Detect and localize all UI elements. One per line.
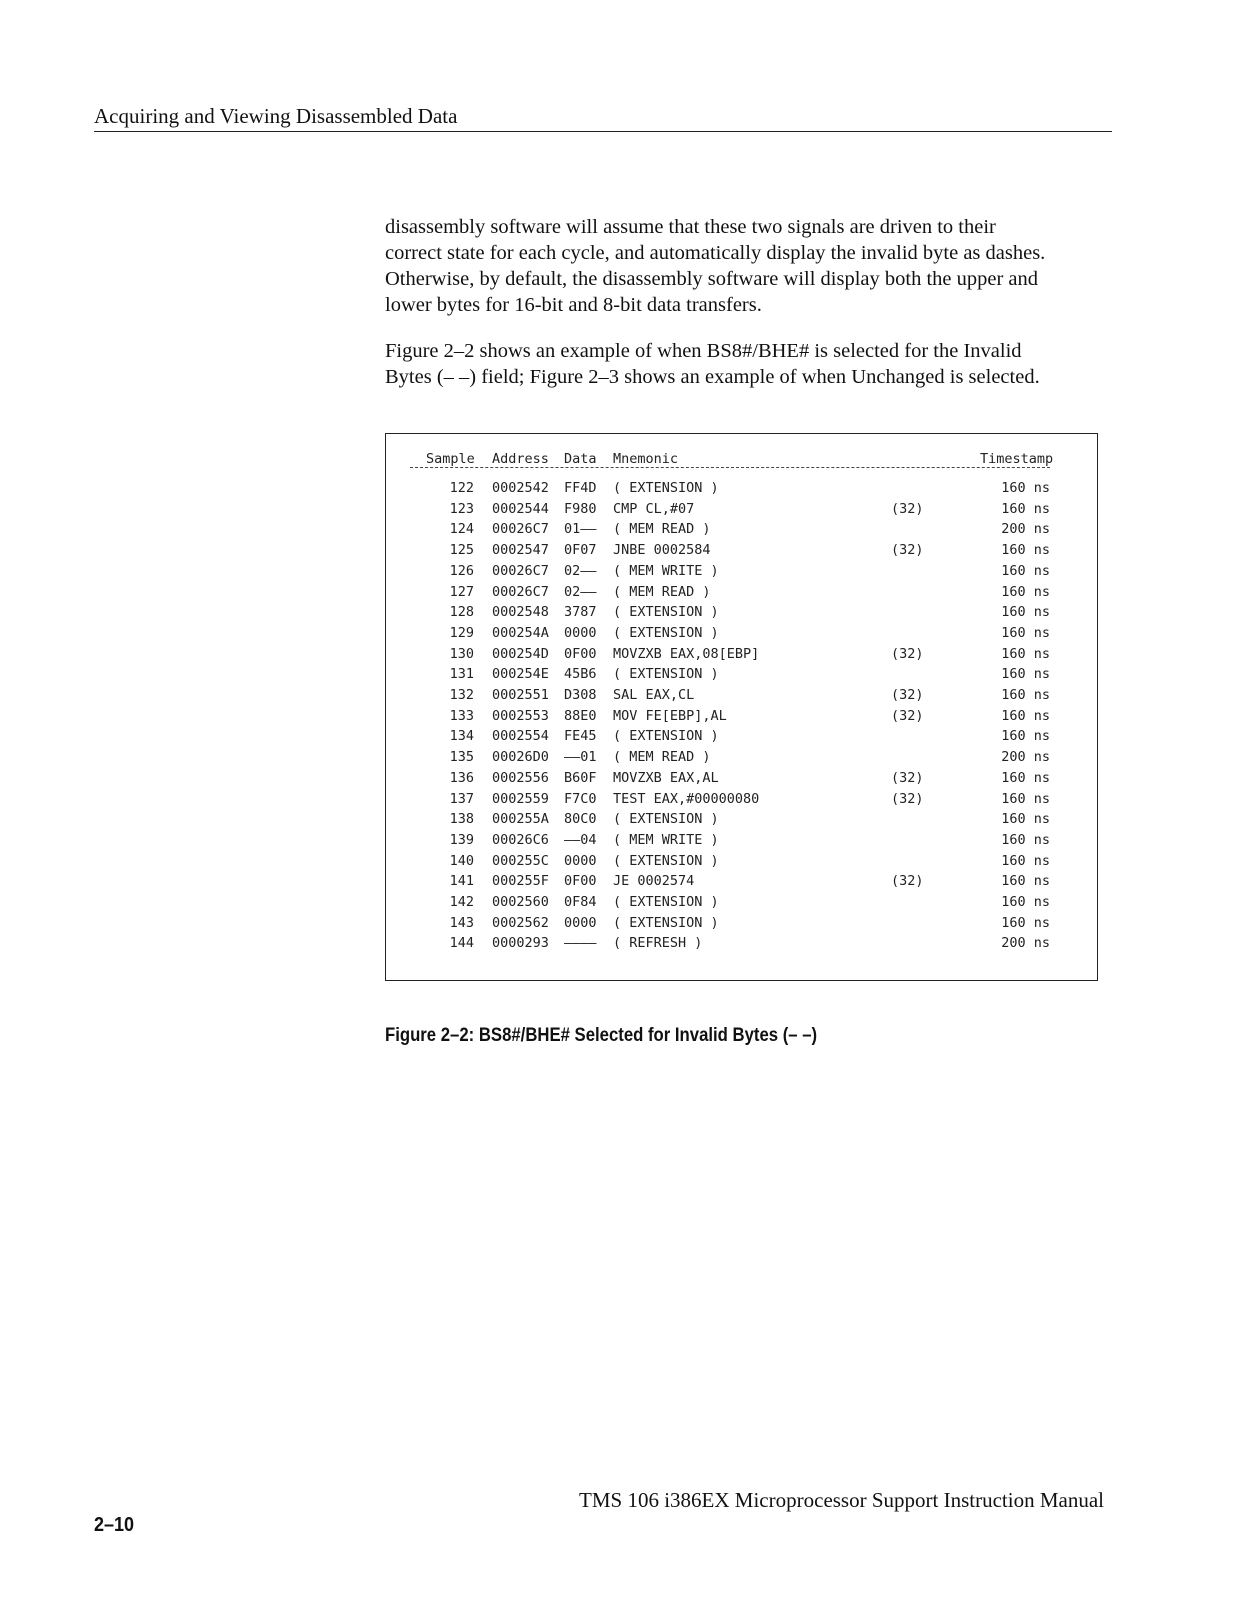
data-cell: B60F [564, 769, 597, 786]
mnemonic-cell: JNBE 0002584 [613, 542, 711, 559]
table-row [386, 915, 1099, 936]
table-row [386, 811, 1099, 832]
running-header: Acquiring and Viewing Disassembled Data [94, 104, 458, 128]
column-header-data: Data [564, 451, 597, 467]
mnemonic-cell: TEST EAX,#00000080 [613, 790, 760, 807]
column-header-timestamp: Timestamp [980, 451, 1054, 467]
timestamp-cell: 160 ns [1001, 645, 1050, 662]
paragraph-line: disassembly software will assume that these two signals are driven to their [385, 216, 996, 238]
mnemonic-cell: MOVZXB EAX,AL [613, 769, 719, 786]
footer-manual-title: TMS 106 i386EX Microprocessor Support Instruction Manual [579, 1488, 1104, 1512]
operand-size-cell: (32) [891, 542, 924, 559]
paragraph-line: Bytes (– –) field; Figure 2–3 shows an example of when Unchanged is selected. [385, 366, 1040, 388]
address-cell: 000254D [492, 645, 549, 662]
address-cell: 000255F [492, 873, 549, 890]
page-number: 2–10 [94, 1514, 135, 1536]
timestamp-cell: 160 ns [1001, 604, 1050, 621]
timestamp-cell: 160 ns [1001, 542, 1050, 559]
data-cell: 0F07 [564, 542, 597, 559]
mnemonic-cell: ( MEM WRITE ) [613, 562, 719, 579]
data-cell: 0000 [564, 852, 597, 869]
column-header-mnemonic: Mnemonic [613, 451, 679, 467]
data-cell: 02–– [564, 583, 597, 600]
paragraph-line: Figure 2–2 shows an example of when BS8#/BHE# is selected for the Invalid [385, 340, 1022, 362]
timestamp-cell: 160 ns [1001, 707, 1050, 724]
operand-size-cell: (32) [891, 769, 924, 786]
data-cell: 3787 [564, 604, 597, 621]
timestamp-cell: 160 ns [1001, 811, 1050, 828]
data-cell: ––01 [564, 749, 597, 766]
sample-cell: 129 [449, 624, 474, 641]
address-cell: 0002554 [492, 728, 549, 745]
data-cell: 0F00 [564, 645, 597, 662]
address-cell: 0002559 [492, 790, 549, 807]
address-cell: 000255A [492, 811, 549, 828]
sample-cell: 123 [449, 500, 474, 517]
sample-cell: 138 [449, 811, 474, 828]
data-cell: ––04 [564, 831, 597, 848]
table-row [386, 853, 1099, 874]
data-cell: 0000 [564, 914, 597, 931]
table-row [386, 873, 1099, 894]
address-cell: 000255C [492, 852, 549, 869]
sample-cell: 135 [449, 749, 474, 766]
table-row [386, 604, 1099, 625]
table-row [386, 894, 1099, 915]
paragraph-1 [385, 214, 1105, 318]
address-cell: 00026D0 [492, 749, 549, 766]
mnemonic-cell: ( EXTENSION ) [613, 604, 719, 621]
mnemonic-cell: MOVZXB EAX,08[EBP] [613, 645, 760, 662]
operand-size-cell: (32) [891, 873, 924, 890]
address-cell: 0002548 [492, 604, 549, 621]
timestamp-cell: 160 ns [1001, 687, 1050, 703]
mnemonic-cell: ( EXTENSION ) [613, 480, 719, 496]
sample-cell: 134 [449, 728, 474, 745]
address-cell: 0002547 [492, 542, 549, 559]
timestamp-cell: 160 ns [1001, 790, 1050, 807]
table-row [386, 625, 1099, 646]
data-cell: 02–– [564, 562, 597, 579]
timestamp-cell: 160 ns [1001, 624, 1050, 641]
sample-cell: 137 [449, 790, 474, 807]
timestamp-cell: 160 ns [1001, 562, 1050, 579]
mnemonic-cell: ( EXTENSION ) [613, 728, 719, 745]
timestamp-cell: 160 ns [1001, 728, 1050, 745]
data-cell: –––– [564, 935, 597, 952]
timestamp-cell: 160 ns [1001, 500, 1050, 517]
address-cell: 0002560 [492, 894, 549, 910]
header-rule [94, 131, 1112, 132]
data-cell: 0F00 [564, 873, 597, 890]
table-row [386, 791, 1099, 812]
mnemonic-cell: ( MEM WRITE ) [613, 831, 719, 848]
data-cell: 88E0 [564, 707, 597, 724]
operand-size-cell: (32) [891, 790, 924, 807]
sample-cell: 144 [449, 935, 474, 952]
table-row [386, 563, 1099, 584]
table-row [386, 666, 1099, 687]
timestamp-cell: 160 ns [1001, 831, 1050, 848]
sample-cell: 139 [449, 831, 474, 848]
mnemonic-cell: ( EXTENSION ) [613, 666, 719, 683]
timestamp-cell: 160 ns [1001, 914, 1050, 931]
sample-cell: 141 [449, 873, 474, 890]
mnemonic-cell: ( EXTENSION ) [613, 914, 719, 931]
sample-cell: 142 [449, 894, 474, 910]
mnemonic-cell: ( EXTENSION ) [613, 811, 719, 828]
timestamp-cell: 200 ns [1001, 521, 1050, 538]
address-cell: 0002542 [492, 480, 549, 496]
data-cell: F980 [564, 500, 597, 517]
mnemonic-cell: ( REFRESH ) [613, 935, 703, 952]
column-header-sample: Sample [426, 451, 475, 467]
table-row [386, 687, 1099, 708]
sample-cell: 136 [449, 769, 474, 786]
address-cell: 0002551 [492, 687, 549, 703]
sample-cell: 122 [449, 480, 474, 496]
data-cell: 80C0 [564, 811, 597, 828]
mnemonic-cell: MOV FE[EBP],AL [613, 707, 727, 724]
table-row [386, 832, 1099, 853]
sample-cell: 126 [449, 562, 474, 579]
address-cell: 000254E [492, 666, 549, 683]
address-cell: 0002562 [492, 914, 549, 931]
timestamp-cell: 160 ns [1001, 666, 1050, 683]
sample-cell: 143 [449, 914, 474, 931]
table-row [386, 480, 1099, 501]
data-cell: D308 [564, 687, 597, 703]
mnemonic-cell: ( MEM READ ) [613, 521, 711, 538]
address-cell: 00026C7 [492, 583, 549, 600]
sample-cell: 127 [449, 583, 474, 600]
header-divider [410, 467, 1050, 468]
data-cell: 45B6 [564, 666, 597, 683]
timestamp-cell: 160 ns [1001, 769, 1050, 786]
address-cell: 0002553 [492, 707, 549, 724]
table-row [386, 935, 1099, 956]
table-row [386, 501, 1099, 522]
address-cell: 0000293 [492, 935, 549, 952]
timestamp-cell: 160 ns [1001, 480, 1050, 496]
table-row [386, 708, 1099, 729]
table-row [386, 584, 1099, 605]
paragraph-line: lower bytes for 16-bit and 8-bit data transfers. [385, 294, 762, 316]
address-cell: 00026C6 [492, 831, 549, 848]
sample-cell: 132 [449, 687, 474, 703]
timestamp-cell: 160 ns [1001, 852, 1050, 869]
data-cell: 0F84 [564, 894, 597, 910]
data-cell: FF4D [564, 480, 597, 496]
mnemonic-cell: CMP CL,#07 [613, 500, 695, 517]
operand-size-cell: (32) [891, 645, 924, 662]
timestamp-cell: 160 ns [1001, 873, 1050, 890]
operand-size-cell: (32) [891, 500, 924, 517]
address-cell: 0002556 [492, 769, 549, 786]
paragraph-line: Otherwise, by default, the disassembly software will display both the upper and [385, 268, 1039, 290]
sample-cell: 131 [449, 666, 474, 683]
column-header-address: Address [492, 451, 549, 467]
sample-cell: 130 [449, 645, 474, 662]
paragraph-2 [385, 338, 1105, 390]
address-cell: 000254A [492, 624, 549, 641]
timestamp-cell: 200 ns [1001, 749, 1050, 766]
sample-cell: 140 [449, 852, 474, 869]
table-row [386, 728, 1099, 749]
operand-size-cell: (32) [891, 687, 924, 703]
data-cell: F7C0 [564, 790, 597, 807]
disassembly-listing [385, 433, 1098, 981]
timestamp-cell: 200 ns [1001, 935, 1050, 952]
table-row [386, 770, 1099, 791]
sample-cell: 124 [449, 521, 474, 538]
table-row [386, 749, 1099, 770]
figure-caption: Figure 2–2: BS8#/BHE# Selected for Invalid Bytes (– –) [385, 1025, 818, 1046]
timestamp-cell: 160 ns [1001, 583, 1050, 600]
mnemonic-cell: SAL EAX,CL [613, 687, 695, 703]
mnemonic-cell: JE 0002574 [613, 873, 695, 890]
sample-cell: 128 [449, 604, 474, 621]
mnemonic-cell: ( EXTENSION ) [613, 852, 719, 869]
mnemonic-cell: ( MEM READ ) [613, 749, 711, 766]
operand-size-cell: (32) [891, 707, 924, 724]
sample-cell: 133 [449, 707, 474, 724]
data-cell: 0000 [564, 624, 597, 641]
data-cell: 01–– [564, 521, 597, 538]
table-row [386, 542, 1099, 563]
address-cell: 00026C7 [492, 562, 549, 579]
mnemonic-cell: ( MEM READ ) [613, 583, 711, 600]
paragraph-line: correct state for each cycle, and automatically display the invalid byte as dashes. [385, 242, 1046, 264]
address-cell: 00026C7 [492, 521, 549, 538]
sample-cell: 125 [449, 542, 474, 559]
address-cell: 0002544 [492, 500, 549, 517]
mnemonic-cell: ( EXTENSION ) [613, 894, 719, 910]
table-row [386, 521, 1099, 542]
mnemonic-cell: ( EXTENSION ) [613, 624, 719, 641]
data-cell: FE45 [564, 728, 597, 745]
table-row [386, 646, 1099, 667]
timestamp-cell: 160 ns [1001, 894, 1050, 910]
